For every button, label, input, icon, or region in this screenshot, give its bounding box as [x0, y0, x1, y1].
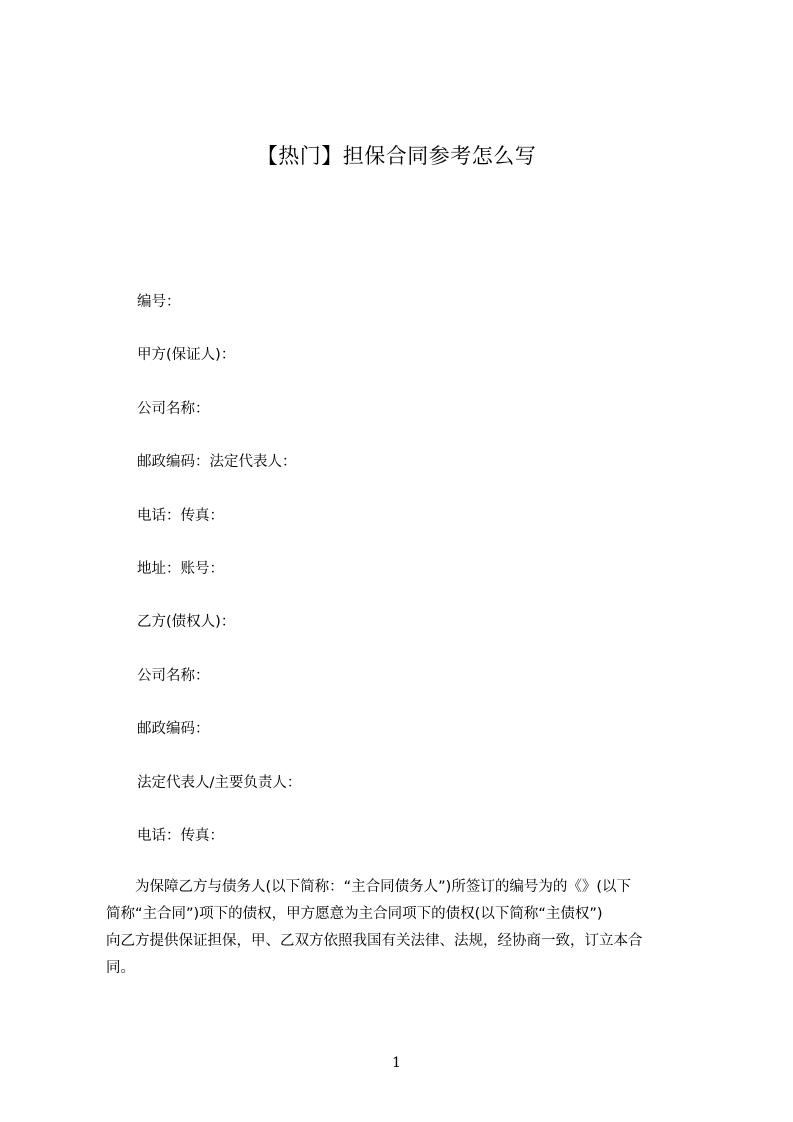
paragraph-line: 为保障乙方与债务人(以下简称：“主合同债务人”)所签订的编号为的《》(以下 [106, 879, 631, 895]
field-party-a-address-account: 地址：账号： [137, 561, 224, 577]
field-party-a-phone-fax: 电话：传真： [137, 508, 224, 524]
field-party-a-postcode-representative: 邮政编码：法定代表人： [137, 454, 297, 470]
preamble-paragraph [106, 874, 698, 982]
field-party-b-postcode: 邮政编码： [137, 721, 210, 737]
field-party-b: 乙方(债权人)： [137, 614, 236, 630]
document-title: 【热门】担保合同参考怎么写 [256, 144, 537, 168]
paragraph-line: 向乙方提供保证担保，甲、乙双方依照我国有关法律、法规，经协商一致，订立本合 [106, 933, 643, 949]
field-party-b-company-name: 公司名称： [137, 668, 210, 684]
field-party-a: 甲方(保证人)： [137, 347, 236, 363]
field-party-b-representative: 法定代表人/主要负责人： [137, 775, 302, 791]
page-number: 1 [392, 1055, 401, 1071]
field-party-a-company-name: 公司名称： [137, 401, 210, 417]
field-party-b-phone-fax: 电话：传真： [137, 828, 224, 844]
paragraph-line: 简称“主合同”)项下的债权，甲方愿意为主合同项下的债权(以下简称“主债权”) [106, 906, 603, 922]
paragraph-line: 同。 [106, 960, 135, 976]
field-contract-number: 编号： [137, 294, 181, 310]
